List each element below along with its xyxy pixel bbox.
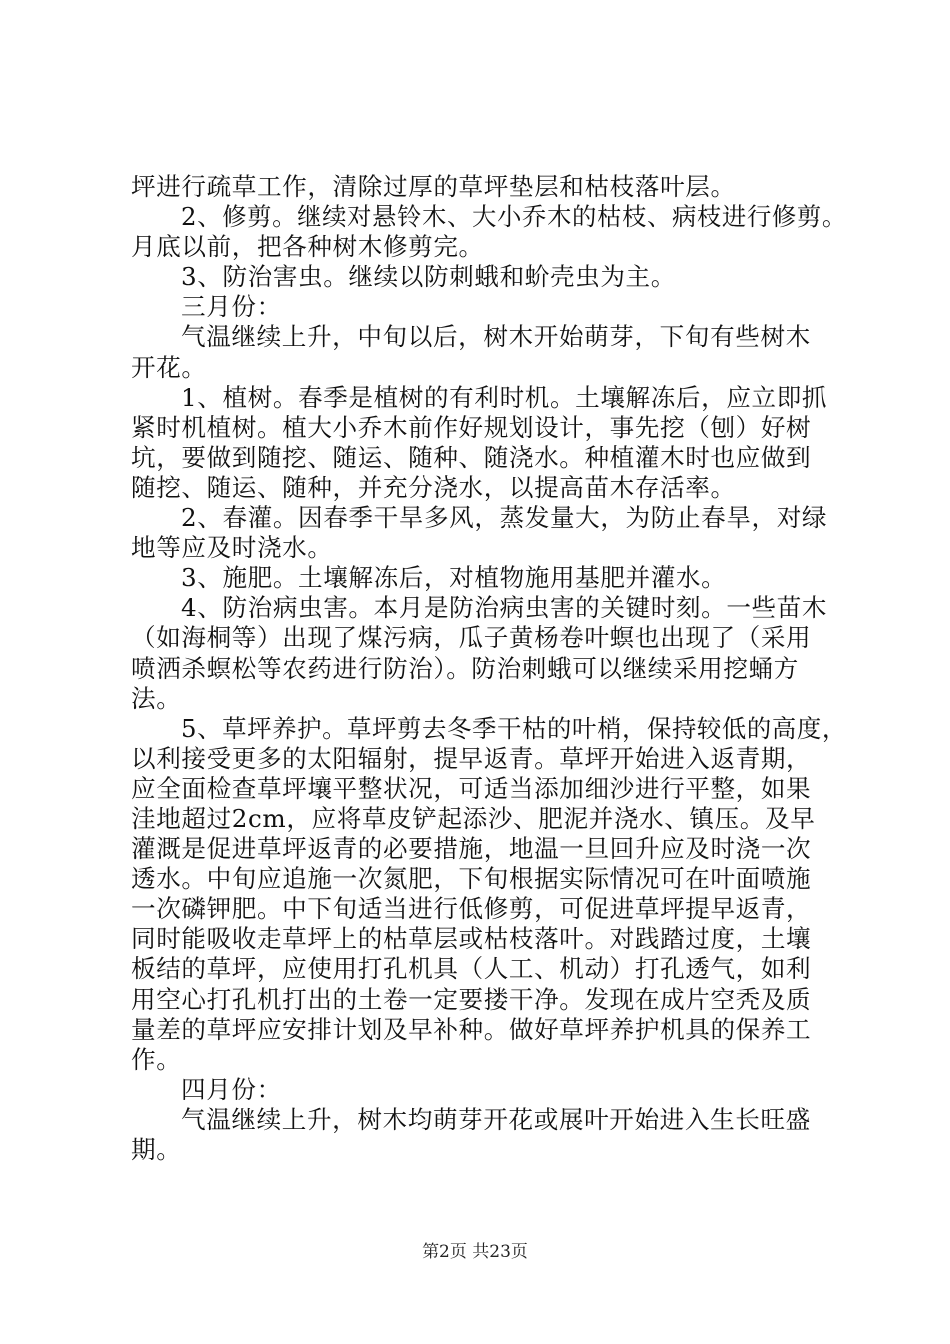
text-line: 紧时机植树。植大小乔木前作好规划设计，事先挖（刨）好树 — [131, 412, 812, 442]
text-line: 1、植树。春季是植树的有利时机。土壤解冻后，应立即抓 — [181, 382, 828, 412]
text-line: 灌溉是促进草坪返青的必要措施，地温一旦回升应及时浇一次 — [131, 834, 812, 864]
text-line: 开花。 — [131, 352, 207, 382]
text-line: 3、施肥。土壤解冻后，对植物施用基肥并灌水。 — [181, 563, 727, 593]
text-line: 喷洒杀螟松等农药进行防治）。防治刺蛾可以继续采用挖蛹方 — [131, 653, 799, 683]
text-line: 期。 — [131, 1135, 182, 1164]
text-line: 坪进行疏草工作，清除过厚的草坪垫层和枯枝落叶层。 — [131, 172, 736, 201]
text-line: 坑，要做到随挖、随运、随种、随浇水。种植灌木时也应做到 — [131, 442, 812, 472]
text-line: 以利接受更多的太阳辐射，提早返青。草坪开始进入返青期， — [131, 743, 812, 773]
text-line: 月底以前，把各种树木修剪完。 — [131, 232, 484, 262]
text-line: 一次磷钾肥。中下旬适当进行低修剪，可促进草坪提早返青， — [131, 894, 812, 924]
document-body — [131, 172, 849, 1165]
text-line: 4、防治病虫害。本月是防治病虫害的关键时刻。一些苗木 — [181, 593, 828, 623]
page-number-footer: 第2页 共23页 — [422, 1242, 528, 1262]
text-line: 透水。中旬应追施一次氮肥，下旬根据实际情况可在叶面喷施 — [131, 864, 812, 894]
text-line: 四月份： — [181, 1074, 282, 1104]
text-line: 法。 — [131, 683, 182, 713]
text-line: 气温继续上升，树木均萌芽开花或展叶开始进入生长旺盛 — [181, 1104, 811, 1134]
text-line: 气温继续上升，中旬以后，树木开始萌芽，下旬有些树木 — [181, 322, 811, 352]
text-line: 板结的草坪，应使用打孔机具（人工、机动）打孔透气，如利 — [131, 954, 812, 984]
text-line: 应全面检查草坪壤平整状况，可适当添加细沙进行平整，如果 — [131, 773, 812, 803]
text-line: （如海桐等）出现了煤污病，瓜子黄杨卷叶螟也出现了（采用 — [131, 623, 812, 653]
text-line: 洼地超过2cm，应将草皮铲起添沙、肥泥并浇水、镇压。及早 — [131, 803, 816, 833]
text-line: 作。 — [131, 1044, 182, 1074]
text-line: 地等应及时浇水。 — [131, 533, 333, 563]
text-line: 同时能吸收走草坪上的枯草层或枯枝落叶。对践踏过度，土壤 — [131, 924, 812, 954]
text-line: 量差的草坪应安排计划及早补种。做好草坪养护机具的保养工 — [131, 1014, 812, 1044]
text-line: 2、春灌。因春季干旱多风，蒸发量大，为防止春旱，对绿 — [181, 503, 828, 533]
text-line: 2、修剪。继续对悬铃木、大小乔木的枯枝、病枝进行修剪。 — [181, 202, 847, 232]
text-line: 5、草坪养护。草坪剪去冬季干枯的叶梢，保持较低的高度， — [181, 713, 847, 743]
text-line: 3、防治害虫。继续以防刺蛾和蚧壳虫为主。 — [181, 262, 676, 292]
text-line: 用空心打孔机打出的土卷一定要搂干净。发现在成片空秃及质 — [131, 984, 812, 1014]
text-line: 三月份： — [181, 292, 282, 322]
text-line: 随挖、随运、随种，并充分浇水，以提高苗木存活率。 — [131, 472, 736, 502]
